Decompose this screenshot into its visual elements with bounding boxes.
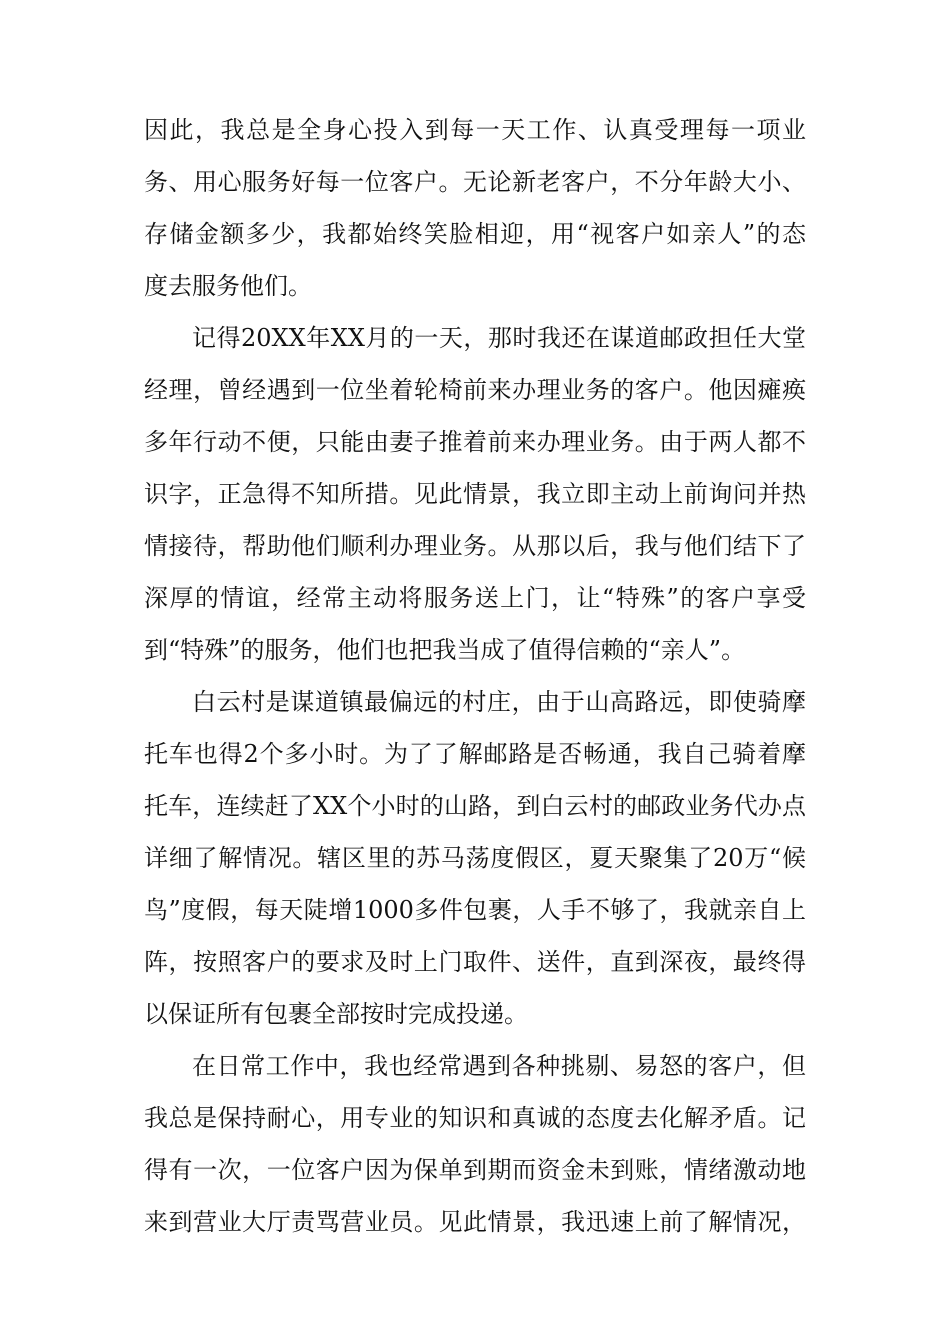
paragraph-2-line-5: 情接待，帮助他们顺利办理业务。从那以后，我与他们结下了 [144,532,806,560]
paragraph-2-line-1: 记得20XX年XX月的一天，那时我还在谋道邮政担任大堂 [192,324,806,352]
paragraph-1-line-4: 度去服务他们。 [144,272,312,300]
paragraph-4-line-2: 我总是保持耐心，用专业的知识和真诚的态度去化解矛盾。记 [144,1104,806,1132]
paragraph-1-line-1: 因此，我总是全身心投入到每一天工作、认真受理每一项业 [144,116,806,144]
paragraph-2-line-4: 识字，正急得不知所措。见此情景，我立即主动上前询问并热 [144,480,806,508]
paragraph-3-line-4: 详细了解情况。辖区里的苏马荡度假区，夏天聚集了20万“候 [144,844,806,872]
paragraph-2-line-2: 经理，曾经遇到一位坐着轮椅前来办理业务的客户。他因瘫痪 [144,376,806,404]
paragraph-2-line-7: 到“特殊”的服务，他们也把我当成了值得信赖的“亲人”。 [144,636,746,664]
document-body [144,104,806,1248]
paragraph-4-line-3: 得有一次，一位客户因为保单到期而资金未到账，情绪激动地 [144,1156,806,1184]
paragraph-3-line-1: 白云村是谋道镇最偏远的村庄，由于山高路远，即使骑摩 [192,688,806,716]
paragraph-3-line-5: 鸟”度假，每天陡增1000多件包裹，人手不够了，我就亲自上 [144,896,806,924]
paragraph-2-line-3: 多年行动不便，只能由妻子推着前来办理业务。由于两人都不 [144,428,806,456]
paragraph-4-line-4: 来到营业大厅责骂营业员。见此情景，我迅速上前了解情况， [144,1208,806,1236]
paragraph-1-line-2: 务、用心服务好每一位客户。无论新老客户，不分年龄大小、 [144,168,806,196]
paragraph-3-line-6: 阵，按照客户的要求及时上门取件、送件，直到深夜，最终得 [144,948,806,976]
paragraph-3-line-2: 托车也得2个多小时。为了了解邮路是否畅通，我自己骑着摩 [144,740,806,768]
paragraph-1-line-3: 存储金额多少，我都始终笑脸相迎，用“视客户如亲人”的态 [144,220,806,248]
paragraph-2-line-6: 深厚的情谊，经常主动将服务送上门，让“特殊”的客户享受 [144,584,806,612]
paragraph-3-line-3: 托车，连续赶了XX个小时的山路，到白云村的邮政业务代办点 [144,792,806,820]
paragraph-3-line-7: 以保证所有包裹全部按时完成投递。 [144,1000,528,1028]
paragraph-4-line-1: 在日常工作中，我也经常遇到各种挑剔、易怒的客户，但 [192,1052,806,1080]
